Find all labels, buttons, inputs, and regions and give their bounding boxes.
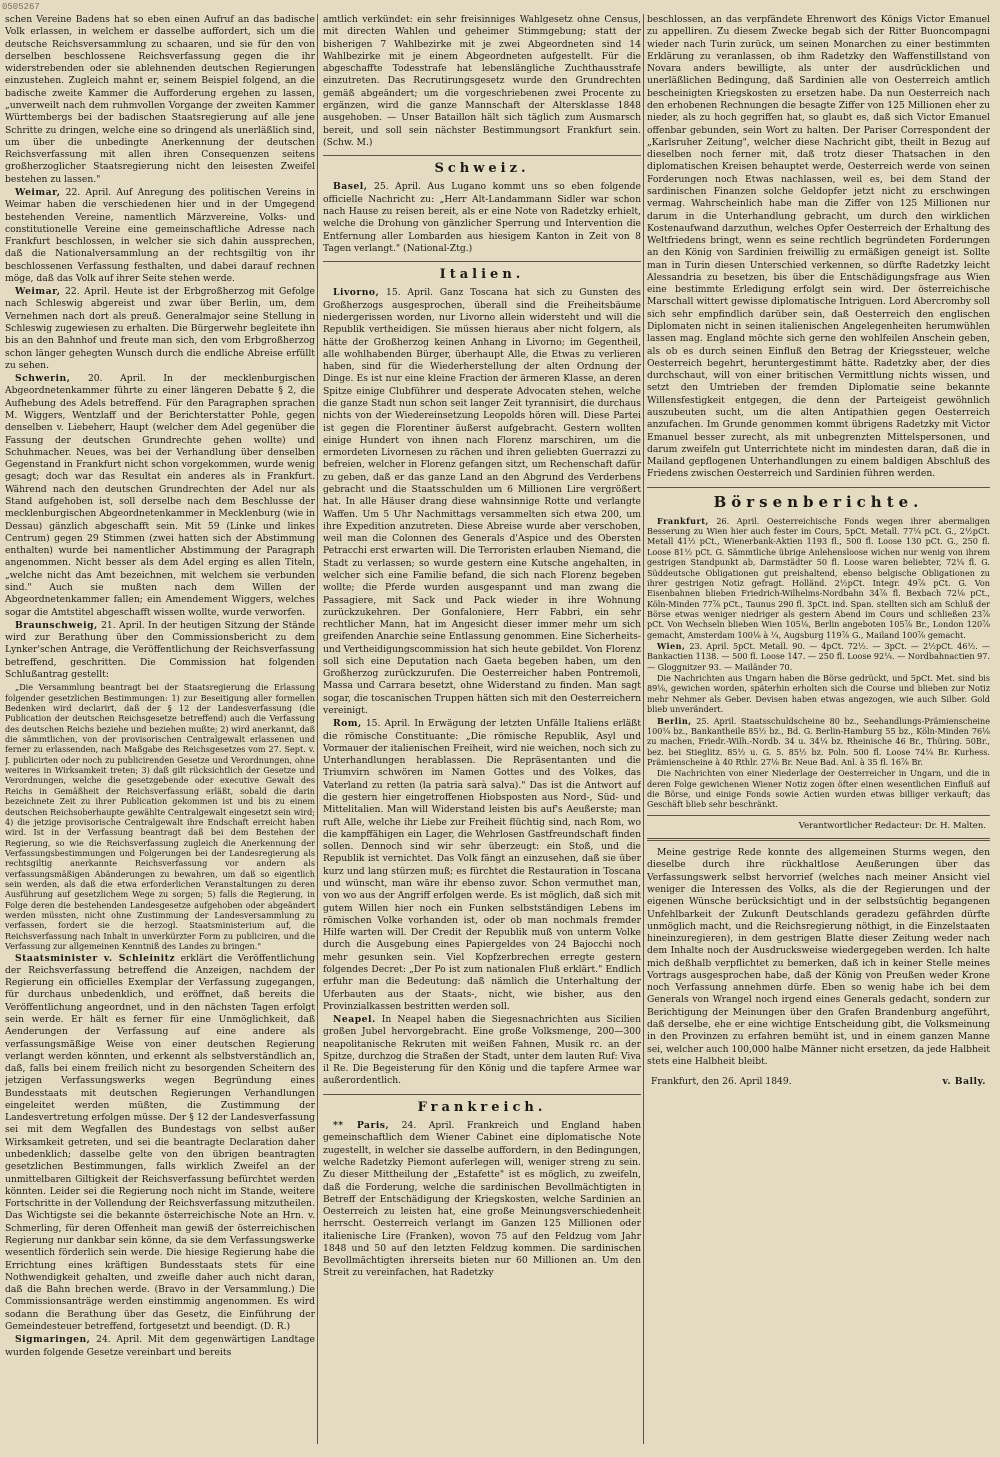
author-signature: v. Bally. xyxy=(942,1076,986,1088)
article-paragraph xyxy=(323,1120,641,1280)
article-paragraph xyxy=(323,181,641,255)
market-report xyxy=(647,641,990,672)
market-report xyxy=(647,716,990,768)
page-id: 0505267 xyxy=(2,2,40,12)
dateline-place: Weimar, xyxy=(15,186,61,198)
article-paragraph xyxy=(5,286,315,372)
column-rule xyxy=(317,14,318,1444)
article-paragraph xyxy=(323,718,641,1013)
dateline-place: Sigmaringen, xyxy=(15,1334,91,1346)
article-text: 22. April. Heute ist der Erbgroßherzog mit Gefolge nach Schleswig abgereist und zwar über Berlin, um, dem Vernehmen nach dort als preuß. Generalmajor seine Stellung in Schleswig zugewiesen zu erhalten. Die Bürgerwehr begleitete ihn bis an den Bahnhof und freute man sich, den vom Erbgroßherzog schon länger gehegten Wunsch durch die endliche Abreise erfüllt zu sehen. xyxy=(5,286,315,371)
article-text: 21. April. In der heutigen Sitzung der Stände wird zur Berathung über den Commissionsbericht zu dem Lynker'schen Antrage, die Veröffentlichung der Reichsverfassung betreffend, geschritten. Die Commission hat folgenden Schlußantrag gestellt: xyxy=(5,619,315,680)
closing-dateline: Frankfurt, den 26. April 1849. xyxy=(651,1076,792,1088)
quoted-resolution: „Die Versammlung beantragt bei der Staatsregierung die Erlassung folgender gesetzlichen Bestimmungen: 1) zur Beseitigung aller formellen Bedenken wird declarirt, daß der § 12 der Landesverfassung (die Publication der deutschen Reichsgesetze betreffend) auch die Verfassung des deutschen Reichs beziehe und beziehen mußte; 2) wird anerkannt, daß die sämmtlichen, von der provisorischen Centralgewalt erlassenen und ferner zu erlassenden, nach Maßgabe des Reichsgesetzes vom 27. Sept. v. J. publicirten oder noch zu publicirenden Gesetze und Verordnungen, ohne weiteres in Wirksamkeit treten; 3) daß gilt rücksichtlich der Gesetze und Verordnungen, welche die gesetzgebende oder executive Gewalt des Reichs in Gemäßheit der Reichsverfassung erläßt, sobald die darin bezeichnete Zeit zu ihrer Publication gekommen ist und bis zu einem deutschen Reichsoberhaupte gewählte Centralgewalt eingesetzt sein wird; 4) die jetzige provisorische Centralgewalt ihre Endschaft erreicht haben wird. Ist in der Verfassung beantragt daß bei dem Bestehen der Regierung, so wie die Reichsverfassung zugleich die Anerkennung der Verfassungsbestimmungen und Folgerungen bei der Landesregierung als rechtsgiltig anerkannte Reichsverfassung vor andern als verfassungsmäßigen Abänderungen zu bewahren, um daß so eigentlich sein werden, als daß die etwa erforderlichen Veranstaltungen zu deren Ausführung auf gesetzlichem Wege zu sorgen; 5) falls die Regierung, in Folge deren die bestehenden Landesgesetze aufgehoben oder abgeändert werden müssten, nicht ohne Zustimmung der Landesversammlung zu verfassen, fordert sie die herzogl. Staatsministerium auf, die Reichsverfassung nach Inhalt in unverkürzter Form zu publiciren, und die Verfassung zur allgemeinen Kenntniß des Landes zu bringen." xyxy=(5,682,315,952)
closing-line xyxy=(647,1076,990,1088)
article-paragraph xyxy=(323,1014,641,1088)
dateline-place: Staatsminister v. Schleinitz xyxy=(15,952,176,964)
article-paragraph xyxy=(5,953,315,1334)
divider xyxy=(647,838,990,841)
article-text: 26. April. Oesterreichische Fonds wegen ihrer abermaligen Besserung zu Wien hier auch fester im Cours, 5pCt. Metall. 77¼ pCt. G., 2½pCt. Metall 41½ pCt., Wienerbank-Aktien 1193 fl., 500 fl. Loose 130 pCt. G., 250 fl. Loose 81½ pCt. G. Sämmtliche übrige Anlehensloose wichen nur wenig von ihrem gestrigen Standpunkt ab, Darmstädter 50 fl. Loose waren beliebter, 72¼ fl. G. Süddeutsche Obligationen gut preishaltend, ebenso belgische Obligationen zu ihrer gestrigen Notiz gefragt. Holländ. 2½pCt. Integr. 49⅞ pCt. G. Von Eisenbahnen blieben Friedrich-Wilhelms-Nordbahn 34⅞ fl. Bexbach 72⅛ pCt., Köln-Minden 77⅞ pCt., Taunus 290 fl. 3pCt. ind. Span. stellten sich am Schluß der Börse etwas weniger niedriger als gestern Abend im Cours und schließen 23⅞ pCt. Von Wechseln blieben Wien 105⅛, Berlin angeboten 105⅞ Br., London 120⅞ gemacht, Amsterdam 100⅛ à ¼, Augsburg 119⅞ G., Mailand 100⅞ gemacht. xyxy=(647,515,990,640)
column-1 xyxy=(5,14,315,1446)
market-report xyxy=(647,516,990,640)
article-paragraph: Meine gestrige Rede konnte des allgemeinen Sturms wegen, den dieselbe durch ihre rückhaltlose Aeußerungen über das Verfassungswerk selbst hervorrief (welches nach meiner Ansicht viel weniger die Interessen des Volks, als die der Regierungen und der eigenen Wünsche berücksichtigt und in der selbstsüchtig begangenen Unfehlbarkeit der Zukunft Deutschlands geradezu gefährden dürfte unmöglich macht, und die Reichsregierung nöthigt, in die Einzelstaaten hineinzuregieren), in dem gestrigen Blatte dieser Zeitung weder nach dem Inhalte noch der Ausdrucksweise wiedergegeben werden. Ich halte mich deßhalb verpflichtet zu bemerken, daß ich in keiner Stelle meines Vortrags ausgesprochen habe, daß der König von Preußen weder Krone noch Verfassung annehmen dürfe. Eben so wenig habe ich bei dem Generals von Wrangel noch irgend eines Generals gedacht, sondern zur Berichtigung der Meinungen über den Grafen Brandenburg angeführt, daß derselbe, ehe er eine wichtige Entscheidung gibt, die Volksmeinung in den Provinzen zu erfahren bemüht ist, und in einem ganzen Manne sei, welcher auch 100,000 halbe Männer nicht ersetzen, da jede Halbheit stets eine Halbheit bleibt. xyxy=(647,847,990,1067)
editor-line: Verantwortlicher Redacteur: Dr. H. Malten. xyxy=(798,820,986,831)
article-text: 20. April. In der mecklenburgischen Abgeordnetenkammer führte zu einer längeren Debatte § 2, die Aufhebung des Adels betreffend. Für den Paragraphen sprachen M. Wiggers, Wentzlaff und der Berichterstatter Pohle, gegen denselben v. Liebeherr, Haupt (welcher dem Adel gegenüber die Fassung der deutschen Grundrechte gehen wollte) und Schuhmacher. Neues, was bei der Verhandlung über denselben Gegenstand in Frankfurt nicht schon vorgekommen, wurde wenig gesagt; doch war das Resultat ein anderes als in Frankfurt. Während nach den deutschen Grundrechten der Adel nur als Stand aufgehoben ist, soll derselbe nach dem Beschlusse der mecklenburgischen Abgeordnetenkammer in Mecklenburg (wie in Dessau) gänzlich abgeschafft sein. Mit 59 (Linke und linkes Centrum) gegen 29 Stimmen (zwei hatten sich der Abstimmung enthalten) wurde bei namentlicher Abstimmung der Paragraph angenommen. Nicht besser als dem Adel erging es allen Titeln, „welche nicht das Amt bezeichnen, mit welchem sie verbunden sind." Auch sie mußten nach dem Willen der Abgeordnetenkammer fallen; ein Amendement Wiggers, welches sogar die Amtstitel abgeschafft wissen wollte, wurde verworfen. xyxy=(5,373,315,618)
dateline-place: Weimar, xyxy=(15,286,61,298)
column-2 xyxy=(323,14,641,1446)
dateline-place: Berlin, xyxy=(657,715,692,726)
article-text: 15. April. In Erwägung der letzten Unfälle Italiens erläßt die römische Constituante: „Die römische Republik, Asyl und Vormauer der italienischen Freiheit, wird nie weichen, noch sich zu Unterhandlungen herablassen. Die Repräsentanten und die Triumvirn schwören im Namen Gottes und des Volkes, das Vaterland zu retten (la patria sarà salva)." Das ist die Antwort auf die gestern hier eingetroffenen Hiobsposten aus Nord-, Süd- und Mittelitalien. Man will Widerstand leisten bis auf's Aeußerste; man ruft Alle, welche ihr Liebe zur Freiheit flüchtig sind, nach Rom, wo die kampffähigen ein Lager, die Wehrlosen Gastfreundschaft finden sollen. Dennoch sind wir sehr überzeugt: ein Stoß, und die Republik ist vernichtet. Das Volk fängt an einzusehen, daß sie über kurz und lang stürzen muß; es fürchtet die Restauration in Toscana und wünscht, man wäre ihr ebenso zuvor. Schon vermuthet man, von wo aus der Angriff erfolgen werde. Es ist möglich, daß sich mit gutem Willen hier noch ein Funken selbstständigen Lebens im römischen Volke vorhanden ist, oder ob man nochmals fremder Hilfe warten will. Der Credit der Republik muß von unterm Volke durch die Ausgebung eines Papiergeldes von 24 Bajocchi noch mehr gesunken sein. Viel Kopfzerbrechen erregte gestern folgendes Decret: „Der Po ist zum nationalen Fluß erklärt." Endlich erfuhr man die Bedeutung: daß nämlich die Unterhaltung der Uferbauten aus der Staats-, nicht, wie bisher, aus den Provinzialkassen bestritten werden soll. xyxy=(323,718,641,1012)
dateline-place: Livorno, xyxy=(333,287,380,299)
dateline-place: Neapel. xyxy=(333,1014,376,1026)
article-text: 22. April. Auf Anregung des politischen Vereins in Weimar haben die verschiedenen hier und in der Umgegend bestehenden Vereine, namentlich Märzvereine, Volks- und constitutionelle Vereine eine gemeinschaftliche Adresse nach Frankfurt beschlossen, in welcher sie sich dahin aussprechen, daß die Nationalversammlung an der rechtsgiltig von ihr beschlossenen Verfassung festhalten, und dabei darauf rechnen möge, daß das Volk auf ihrer Seite stehen werde. xyxy=(5,186,315,284)
article-paragraph xyxy=(5,373,315,619)
section-heading: Italien. xyxy=(323,261,641,283)
column-rule xyxy=(643,14,644,1444)
dateline-place: Basel, xyxy=(333,181,368,193)
dateline-place: ** Paris, xyxy=(333,1120,390,1132)
article-text: 24. April. Frankreich und England haben gemeinschaftlich dem Wiener Cabinet eine diplomatische Note zugestellt, in welcher sie dasselbe auffordern, in den Bedingungen, welche Radetzky Piemont auferlegen will, weniger streng zu sein. Zu dieser Mittheilung der „Estafette" ist es möglich, zu zweifeln, daß die Forderung, welche die sardinischen Bevollmächtigten in Betreff der Entschädigung der Kriegskosten, welche Sardinien an Oesterreich zu leisten hat, eine große Meinungsverschiedenheit herrscht. Oesterreich verlangt im Ganzen 125 Millionen oder italienische Lire (Franken), wovon 75 auf den Feldzug vom Jahr 1848 und 50 auf den letzten Feldzug kommen. Die sardinischen Bevollmächtigten ihrerseits bieten nur 60 Millionen an. Um den Streit zu vereinfachen, hat Radetzky xyxy=(323,1120,641,1279)
article-paragraph xyxy=(5,187,315,285)
article-text: In Neapel haben die Siegesnachrichten aus Sicilien großen Jubel hervorgebracht. Eine große Volksmenge, 200—300 neapolitanische Rekruten mit weißen Fahnen, Musik rc. an der Spitze, durchzog die Straßen der Stadt, unter dem lauten Ruf: Viva il Re. Die Begeisterung für den König und die tapfere Armee war außerordentlich. xyxy=(323,1014,641,1087)
article-paragraph: schen Vereine Badens hat so eben einen Aufruf an das badische Volk erlassen, in welchem er dasselbe auffordert, sich um die deutsche Reichsversammlung zu schaaren, und sie für den von derselben beschlossene Reichsverfassung gegen die ihr widerstrebenden oder sie ablehnenden deutschen Regierungen einzustehen. Zugleich mahnt er, seinem Beispiel folgend, an die badische zweite Kammer die Aufforderung ergehen zu lassen, „unverweilt nach dem ruhmvollen Vorgange der zweiten Kammer Württembergs bei der badischen Staatsregierung auf alle jene Schritte zu dringen, welche eine so dringend als unerläßlich sind, um über die unbedingte Anerkennung der deutschen Reichsverfassung mit allen ihren Consequenzen seitens großherzoglicher Staatsregierung nicht den leisesten Zweifel bestehen zu lassen." xyxy=(5,14,315,185)
article-text: erklärt die Veröffentlichung der Reichsverfassung betreffend die Anzeigen, nachdem der Regierung ein officielles Exemplar der Verfassung zugegangen, für durchaus unbedenklich, und eröffnet, daß bereits die Veröffentlichung angeordnet, und in den nächsten Tagen erfolgt sein werde. Er hält es ferner für eine Unmöglichkeit, daß Aenderungen der Verfassung auf eine andere als verfassungsmäßige Weise von einer deutschen Regierung verlangt werden könnten, und erkennt als selbstverständlich an, daß, falls bei einem freilich nicht zu besorgenden Scheitern des jetzigen Verfassungswerks wegen Begründung eines Bundesstaats mit deutschen Regierungen Verhandlungen eingeleitet werden müßten, die Zustimmung der Landesvertretung erfolgen müsse. Der § 12 der Landesverfassung sei mit dem Wegfallen des Bundestags von selbst außer Wirksamkeit getreten, und sei die beantragte Declaration daher unbedenklich; dasselbe gelte von den übrigen beantragten gesetzlichen Bestimmungen, falls wirklich Zweifel an der unmittelbaren Giltigkeit der Reichsverfassung befürchtet werden könnten. Leider sei die Regierung noch nicht im Stande, weitere Fortschritte in der Vollendung der Reichsverfassung mitzutheilen. Das Wichtigste sei die bekannte österreichische Note an Hrn. v. Schmerling, für deren Offenheit man gewiß der österreichischen Regierung nur dankbar sein könne, da sie dem Verfassungswerke wesentlich förderlich sein werde. Die hiesige Regierung habe die Errichtung eines kräftigen Bundesstaats stets für eine Nothwendigkeit gehalten, und zweifle daher auch nicht daran, daß die Bahn brechen werde. (Bravo in der Versammlung.) Die Commissionsanträge werden einstimmig angenommen. Es wird sodann die Berathung über das Gesetz, die Einführung der Gemeindesteuer betreffend, fortgesetzt und beendigt. (D. R.) xyxy=(5,952,315,1332)
section-heading: Schweiz. xyxy=(323,155,641,177)
dateline-place: Schwerin, xyxy=(15,373,71,385)
article-text: 25. April. Staatsschuldscheine 80 bz., Seehandlungs-Prämienscheine 100¼ bz., Bankantheile 85½ bz., Bd. G. Berlin-Hamburg 55 bz., Köln-Minden 76⅛ zu machen, Friedr.-Wilh.-Nordb. 34 u. 34¼ bz. Rheinische 46 Br., Thüring. 50Br., bez. bei Stieglitz. 85½ u. G. 5. 85½ bz. Poln. 500 fl. Loose 74¼ Br. Kurhess. Prämienscheine à 40 Rthlr. 27⅛ Br. Neue Bad. Anl. à 35 fl. 16⅞ Br. xyxy=(647,715,990,767)
article-paragraph: amtlich verkündet: ein sehr freisinniges Wahlgesetz ohne Census, mit directen Wahlen und geheimer Stimmgebung; statt der bisherigen 7 Wahlbezirke mit je zwei Abgeordneten sind 14 Wahlbezirke mit je einem Abgeordneten aufgestellt. Für die abgeschaffte Todesstrafe hat lebenslängliche Zuchthausstrafe einzutreten. Das Recrutirungsgesetz wurde den Grundrechten gemäß abgeändert; um die vorgeschriebenen zwei Procente zu ergänzen, wird die ganze Mannschaft der Altersklasse 1848 ausgehoben. — Unser Bataillon hält sich täglich zum Ausmarsch bereit, und soll sein nächster Bestimmungsort Frankfurt sein. (Schw. M.) xyxy=(323,14,641,148)
dateline-place: Braunschweig, xyxy=(15,619,98,631)
article-paragraph xyxy=(5,1334,315,1359)
market-report: Die Nachrichten aus Ungarn haben die Börse gedrückt, und 5pCt. Met. sind bis 89⅛, gewichen worden, späterhin erholten sich die Course und blieben zur Notiz mehr Nehmer als Geber. Devisen haben etwas angezogen, wie auch Silber. Gold blieb unverändert. xyxy=(647,673,990,715)
section-heading: Frankreich. xyxy=(323,1094,641,1116)
dateline-place: Frankfurt, xyxy=(657,515,709,526)
column-3 xyxy=(647,14,990,1446)
article-paragraph xyxy=(5,620,315,681)
divider xyxy=(647,815,990,816)
section-heading: Börsenberichte. xyxy=(647,487,990,512)
article-text: 25. April. Aus Lugano kommt uns so eben folgende officielle Nachricht zu: „Herr Alt-Landammann Sidler war schon nach Hause zu reisen bereit, als er eine Note von Radetzky erhielt, welche die Drohung von gänzlicher Sperrung und Intervention die Entfernung aller Lombarden aus hiesigem Kanton in Zeit von 8 Tagen verlangt." (National-Ztg.) xyxy=(323,181,641,254)
article-text: 15. April. Ganz Toscana hat sich zu Gunsten des Großherzogs ausgesprochen, überall sind die Freiheitsbäume niedergerissen worden, nur Livorno allein widersteht und will die Republik vertheidigen. Sie müssen hieraus aber nicht folgern, als hätte der Großherzog keinen Anhang in Livorno; im Gegentheil, alle wohlhabenden Bürger, überhaupt Alle, die Etwas zu verlieren haben, sind für die Wiederherstellung der alten Ordnung der Dinge. Es ist nur eine kleine Fraction der ärmeren Klasse, an deren Spitze einige Clubführer und desperate Advocaten stehen, welche die ganze Stadt nun schon seit langer Zeit tyrannisirt, die durchaus nichts von der Wiedereinsetzung Leopolds hören will. Diese Partei ist gegen die Florentiner äußerst aufgebracht. Gestern wollten einige Hundert von ihnen nach Florenz marschiren, um die ermordeten Livornesen zu rächen und ihren geliebten Guerrazzi zu befreien, welcher in Florenz gefangen sitzt, um Rechenschaft dafür zu geben, daß er das ganze Land an den Abgrund des Verderbens gebracht und die Staatsschulden um 6 Millionen Lire vergrößert hat. In alle Häuser drang diese wahnsinnige Rotte und verlangte Waffen. Um 5 Uhr Nachmittags versammelten sich etwa 200, um ihre Expedition anzutreten. Diese Abreise wurde aber verschoben, weil man die Colonnen des Generals d'Aspice und des Obersten Petracchi erst erwarten will. Die Terroristen erlauben Niemand, die Stadt zu verlassen; so wurde gestern eine Kutsche angehalten, in welcher sich eine Familie befand, die sich nach Florenz begeben wollte; die Pferde wurden ausgespannt und man zwang die Passagiere, mit Sack und Pack wieder in ihre Wohnung zurückzukehren. Der Gonfaloniere, Herr Fabbri, ein sehr rechtlicher Mann, hat im Angesicht dieser immer mehr um sich greifenden Anarchie seine Entlassung genommen. Eine Sicherheits- und Vertheidigungscommission hat sich heute gebildet. Von Florenz soll sich eine Deputation nach Gaeta begeben haben, um den Großherzog zurückzurufen. Die Oesterreicher haben Pontremoli, Massa und Carrara besetzt, ohne Widerstand zu finden. Man sagt sogar, die toscanischen Truppen hätten sich mit den Oesterreichern vereinigt. xyxy=(323,287,641,717)
article-paragraph xyxy=(323,287,641,717)
dateline-place: Rom, xyxy=(333,718,362,730)
article-text: 23. April. 5pCt. Metall. 90. — 4pCt. 72½. — 3pCt. — 2½pCt. 46½. — Bankactien 1138. — 500 fl. Loose 147. — 250 fl. Loose 92¼. — Nordbahnactien 97. — Gloggnitzer 93. — Mailänder 70. xyxy=(647,641,990,672)
market-report: Die Nachrichten von einer Niederlage der Oesterreicher in Ungarn, und die in deren Folge gewichenen Wiener Notiz zogen öfter einen wesentlichen Einfluß auf die Börse, und einige Fonds sowie Actien wurden etwas billiger verkauft; das Geschäft blieb sehr beschränkt. xyxy=(647,768,990,810)
dateline-place: Wien, xyxy=(657,641,686,652)
article-text: 24. April. Mit dem gegenwärtigen Landtage wurden folgende Gesetze vereinbart und bereits xyxy=(5,1334,315,1358)
article-paragraph: beschlossen, an das verpfändete Ehrenwort des Königs Victor Emanuel zu appelliren. Zu diesem Zwecke begab sich der Ritter Buoncompagni wieder nach Turin zurück, um seinen Monarchen zu einer bestimmten Erklärung zu veranlassen, ob ihm Radetzky den Waffenstillstand von Novara anders bewilligte, als unter der ausdrücklichen und unerläßlichen Bedingung, daß Sardinien alle von Oesterreich amtlich bescheinigten Kriegskosten zu ersetzen habe. Da nun Oesterreich nach den erhobenen Rechnungen die besagte Ziffer von 125 Millionen eher zu nieder, als zu hoch gegriffen hat, so glaubt es, daß sich Victor Emanuel offenbar gebunden, sein Wort zu halten. Der Pariser Correspondent der „Karlsruher Zeitung", welcher diese Nachricht gibt, theilt in Bezug auf dieselben noch ferner mit, daß trotz dieser Thatsachen in den diplomatischen Kreisen behauptet werde, Oesterreich werde von seinen Forderungen noch Etwas nachlassen, weil es, bei dem Stand der sardinischen Finanzen solche Geldopfer jetzt nicht zu erschwingen vermag. Wahrscheinlich habe man die Ziffer von 125 Millionen nur darum in die Unterhandlung gebracht, um durch den wirklichen Kostenaufwand darzuthun, welches Opfer Oesterreich der Erhaltung des Weltfriedens bringt, wenn es seine rechtlich begründeten Forderungen an den König von Sardinien freiwillig zu ermäßigen geneigt ist. Sollte man in Turin diesen Unterschied verkennen, so dürfte Radetzky leicht Alessandria zu besetzen, bis über die Entschädigungsfrage aus Wien eine bestimmte Erledigung erfolgt sein wird. Der österreichische Marschall wittert gewisse diplomatische Intriguen. Lord Abercromby soll sich sehr empfindlich darüber sein, daß Oesterreich den englischen Diplomaten nicht in seinen italienischen Angelegenheiten herumwühlen lassen mag. England möchte sich gerne den wohlfeilen Anschein geben, als ob es durch seinen Einfluß den Betrag der Kriegssteuer, welche Oesterreich begehrt, heruntergestimmt hätte. Radetzky aber, der dies durchschaut, will von einer britischen Vermittlung nichts wissen, und setzt den Umtrieben der fremden Diplomatie seine bekannte Willensfestigkeit entgegen, die denn der Parteigeist gewöhnlich auszubeuten sucht, um die alten Antipathien gegen Oesterreich anzufachen. Im Grunde genommen kommt übrigens Radetzky mit Victor Emanuel besser zurecht, als mit unbegrenzten Mittelspersonen, und darum zweifeln gut Unterrichtete nicht im mindesten daran, daß die in Mailand gepflogenen Unterhandlungen zu einem baldigen Abschluß des Friedens zwischen Oesterreich und Sardinien führen werden. xyxy=(647,14,990,480)
